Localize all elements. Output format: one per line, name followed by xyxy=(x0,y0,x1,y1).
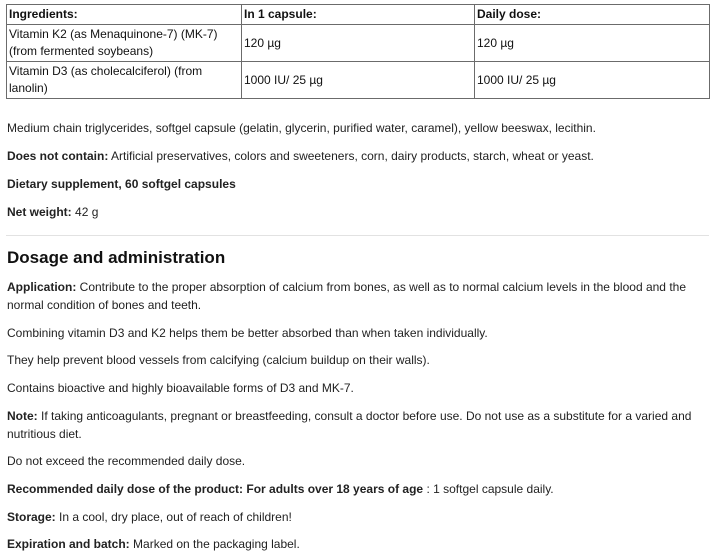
net-weight-value: 42 g xyxy=(75,205,99,219)
calcifying-paragraph: They help prevent blood vessels from calcifying (calcium buildup on their walls). xyxy=(7,353,430,367)
recommended-dose-paragraph xyxy=(7,480,707,498)
ingredients-table xyxy=(6,4,710,99)
net-weight-label: Net weight: xyxy=(7,205,72,219)
expiration-text: Marked on the packaging label. xyxy=(133,537,300,551)
product-type-text: Dietary supplement, 60 softgel capsules xyxy=(7,177,236,191)
amount-daily-dose: 120 µg xyxy=(475,25,710,62)
note-paragraph xyxy=(7,407,707,443)
storage-paragraph xyxy=(7,508,707,526)
table-header-row xyxy=(7,5,710,25)
header-in-1-capsule: In 1 capsule: xyxy=(242,5,475,25)
table-row xyxy=(7,25,710,62)
section-divider xyxy=(6,235,709,236)
expiration-paragraph xyxy=(7,535,707,553)
recommended-dose-label: Recommended daily dose of the product: For adults over 18 years of age xyxy=(7,482,424,496)
ingredient-name: Vitamin K2 (as Menaquinone-7) (MK-7) (from fermented soybeans) xyxy=(7,25,242,62)
application-paragraph xyxy=(7,278,707,314)
recommended-dose-text: : 1 softgel capsule daily. xyxy=(426,482,554,496)
do-not-exceed-paragraph: Do not exceed the recommended daily dose. xyxy=(7,454,246,468)
does-not-contain xyxy=(7,147,707,165)
note-label: Note: xyxy=(7,409,38,423)
note-text: If taking anticoagulants, pregnant or breastfeeding, consult a doctor before use. Do not use as a substitute for a varied and nutritious diet. xyxy=(7,409,692,441)
net-weight xyxy=(7,203,707,221)
header-daily-dose: Daily dose: xyxy=(475,5,710,25)
table-row xyxy=(7,62,710,99)
application-text: Contribute to the proper absorption of calcium from bones, as well as to normal calcium levels in the blood and the normal condition of bones and teeth. xyxy=(7,280,686,312)
combining-paragraph: Combining vitamin D3 and K2 helps them be better absorbed than when taken individually. xyxy=(7,326,488,340)
application-label: Application: xyxy=(7,280,77,294)
ingredient-name: Vitamin D3 (as cholecalciferol) (from lanolin) xyxy=(7,62,242,99)
product-type xyxy=(7,175,707,193)
amount-daily-dose: 1000 IU/ 25 µg xyxy=(475,62,710,99)
amount-per-capsule: 1000 IU/ 25 µg xyxy=(242,62,475,99)
expiration-label: Expiration and batch: xyxy=(7,537,130,551)
dosage-heading: Dosage and administration xyxy=(7,248,226,267)
bioavailable-paragraph: Contains bioactive and highly bioavailable forms of D3 and MK-7. xyxy=(7,381,354,395)
storage-text: In a cool, dry place, out of reach of children! xyxy=(59,510,292,524)
storage-label: Storage: xyxy=(7,510,56,524)
does-not-contain-text: Artificial preservatives, colors and sweeteners, corn, dairy products, starch, wheat or yeast. xyxy=(111,149,594,163)
header-ingredients: Ingredients: xyxy=(7,5,242,25)
other-ingredients: Medium chain triglycerides, softgel capsule (gelatin, glycerin, purified water, caramel), yellow beeswax, lecithin. xyxy=(7,121,596,135)
does-not-contain-label: Does not contain: xyxy=(7,149,109,163)
amount-per-capsule: 120 µg xyxy=(242,25,475,62)
